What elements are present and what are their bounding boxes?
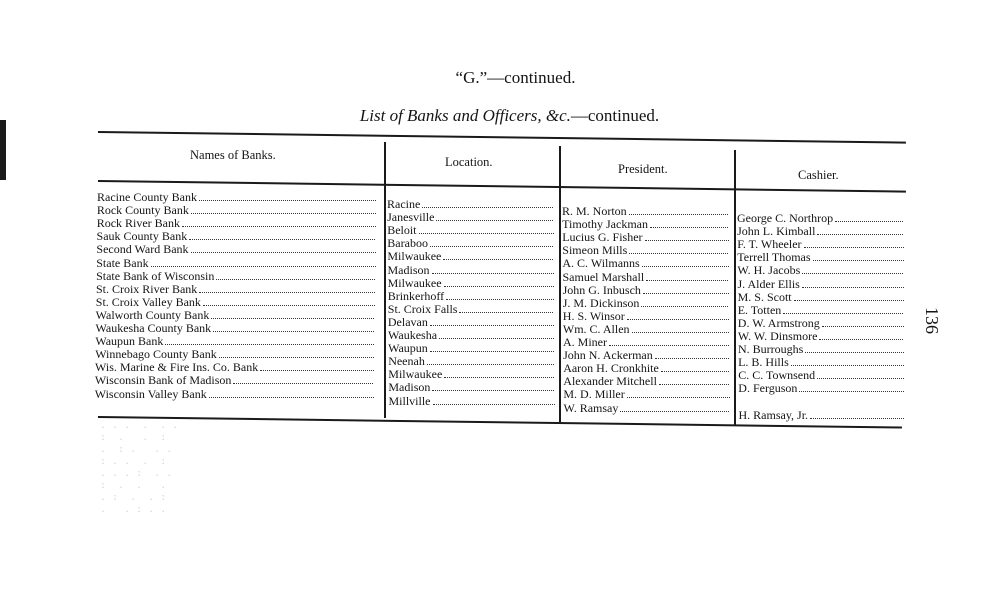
dot-leader [430,324,554,326]
president-cell-text: Aaron H. Cronkhite [563,361,659,376]
president-cell [562,218,732,231]
dot-leader [433,403,555,405]
dot-leader [819,338,903,340]
dot-leader [443,258,553,260]
president-cell [563,297,733,310]
dot-leader [791,364,904,366]
location-cell [388,303,558,316]
dot-leader [436,219,553,221]
dot-leader [151,265,376,267]
bank-name-cell-text: St. Croix Valley Bank [95,294,201,309]
cashier-cell-text: H. Ramsay, Jr. [738,407,809,422]
cashier-cell [738,291,908,304]
cashier-cell [738,330,908,343]
dot-leader [199,291,375,293]
location-cell [389,395,559,408]
dot-leader [432,389,554,391]
president-cell [562,231,732,244]
page-edge-mark [0,120,6,180]
dot-leader [802,272,903,274]
table-title-suffix: —continued. [570,106,660,125]
president-cell-text: A. Miner [563,335,607,349]
president-cell [562,205,732,218]
location-cell [387,198,557,211]
dot-leader [645,239,729,241]
cashier-cell-text: J. Alder Ellis [737,276,800,291]
cashier-cell-text: F. T. Wheeler [737,237,802,252]
cashier-cell [737,251,907,264]
column-header-cashier: Cashier. [798,168,839,182]
dot-leader [260,369,374,371]
dot-leader [189,238,375,240]
dot-leader [459,311,553,313]
dot-leader [627,318,729,320]
president-cell-text: John N. Ackerman [563,348,653,363]
dot-leader [835,220,903,222]
cashier-cell-text: W. H. Jacobs [737,263,801,278]
dot-leader [646,279,728,281]
location-cell-text: Waupun [388,341,428,356]
location-cell [388,381,558,394]
location-cell-text: Madison [387,262,430,277]
bank-name-cell-text: Wisconsin Bank of Madison [94,373,232,388]
cashier-cell [738,278,908,291]
location-cell-text: Waukesha [388,328,438,342]
cashier-cell-text: W. W. Dinsmore [737,328,818,343]
location-cell [388,277,558,290]
location-cell [388,342,558,355]
president-cell [564,402,734,415]
dot-leader [802,286,904,288]
president-cell [563,336,733,349]
bank-name-cell [96,296,379,309]
cashier-cell [738,382,908,395]
dot-leader [799,390,904,392]
bank-name-cell-text: Waukesha County Bank [95,321,212,335]
dot-leader [430,350,554,352]
bank-name-cell [96,243,379,256]
location-cell-text: Millville [388,393,431,408]
dot-leader [650,226,728,228]
bank-name-cell [96,270,379,283]
dot-leader [444,285,554,287]
president-cell-text: A. C. Wilmanns [562,256,640,271]
location-cell-text: Racine [387,197,421,211]
bank-name-cell [97,230,380,243]
bank-name-cell [95,374,378,387]
president-cell-text: R. M. Norton [562,204,627,218]
cashier-cell [738,317,908,330]
president-cell-text: John G. Inbusch [562,282,641,297]
president-cell [563,375,733,388]
cashier-cell [739,409,909,422]
column-divider-3 [734,150,736,426]
dot-leader [641,305,728,307]
bank-name-cell-text: Walworth County Bank [95,307,210,322]
president-cell [562,244,732,257]
location-cell-text: St. Croix Falls [387,301,458,316]
bank-name-cell [95,348,378,361]
location-cell [387,237,557,250]
location-cell-text: Beloit [387,223,417,238]
cashier-cell-text: L. B. Hills [738,355,789,370]
bleed-through-texture: . . . . . . : . . : . : . . . : . . . : . . . : . . : . . . . : . . : . . : . . [100,420,179,515]
location-cell [388,290,558,303]
bank-name-cell [96,257,379,270]
location-cell [387,224,557,237]
cashier-cell [737,264,907,277]
bank-name-cell-text: Winnebago County Bank [95,347,217,362]
dot-leader [219,356,374,358]
bank-name-cell [97,217,380,230]
cashier-cell-text: E. Totten [737,302,782,317]
dot-leader [430,245,553,247]
cashier-cell [738,343,908,356]
dot-leader [813,259,904,261]
dot-leader [165,343,374,345]
dot-leader [216,278,375,280]
president-cell [563,349,733,362]
cashier-cell [737,212,907,225]
bank-name-cell-text: State Bank of Wisconsin [96,268,215,283]
dot-leader [810,417,904,419]
cashier-cell-text: D. W. Armstrong [737,315,820,330]
bank-name-cell-text: Wis. Marine & Fire Ins. Co. Bank [95,360,259,375]
dot-leader [209,396,374,398]
president-cell [563,271,733,284]
president-cell [563,362,733,375]
location-cell [387,250,557,263]
dot-leader [627,396,730,398]
president-cell-text: H. S. Winsor [562,308,625,323]
dot-leader [211,317,374,319]
cashier-cell [738,356,908,369]
president-cell-text: Lucius G. Fisher [562,230,643,245]
bank-name-cell-text: St. Croix River Bank [95,281,198,296]
dot-leader [632,331,729,333]
cashier-cell-text: Terrell Thomas [737,250,811,265]
dot-leader [794,299,904,301]
location-cell-text: Milwaukee [387,275,442,290]
table-top-rule [98,131,906,144]
dot-leader [432,272,554,274]
dot-leader [199,199,376,201]
dot-leader [655,357,729,359]
bank-name-cell [96,322,379,335]
dot-leader [822,325,904,327]
location-cell [388,316,558,329]
dot-leader [446,298,554,300]
location-cell-text: Neenah [388,354,425,369]
page-number: 136 [922,307,942,334]
dot-leader [191,251,376,253]
location-cell [388,329,558,342]
table-title [12,106,995,126]
president-cell-text: J. M. Dickinson [562,295,640,310]
dot-leader [629,252,728,254]
bank-name-cell-text: Racine County Bank [97,190,197,204]
dot-leader [233,382,373,384]
dot-leader [422,206,553,208]
cashier-cell-text: D. Ferguson [738,381,798,396]
location-cell [388,355,558,368]
bank-name-cell-text: State Bank [96,255,149,270]
dot-leader [783,312,903,314]
bank-name-cell-text: Waupun Bank [95,334,164,349]
president-cell [563,323,733,336]
location-cell [388,264,558,277]
dot-leader [804,246,904,248]
cashier-cell [738,304,908,317]
bank-name-cell [95,388,378,401]
column-header-location: Location. [445,155,493,169]
president-cell [563,388,733,401]
bank-name-cell [95,361,378,374]
dot-leader [439,337,554,339]
bank-name-cell [96,309,379,322]
cashier-cell [738,369,908,382]
cashier-cell-text: M. S. Scott [737,289,792,304]
bank-name-cell [97,204,380,217]
location-cell-text: Janesville [387,210,435,225]
bank-name-cell-text: Sauk County Bank [96,229,188,244]
president-cell [563,284,733,297]
dot-leader [642,265,729,267]
dot-leader [643,292,729,294]
cashier-cell [737,225,907,238]
bank-name-cell [95,335,378,348]
president-cell-text: Wm. C. Allen [562,321,630,336]
cashier-cell-text: George C. Northrop [737,211,834,225]
dot-leader [817,377,904,379]
president-cell-text: Timothy Jackman [562,217,648,232]
cashier-cell-text: John L. Kimball [737,224,816,239]
president-cell-text: W. Ramsay [563,400,619,415]
section-heading: “G.”—continued. [455,68,576,87]
cashier-cell-text: N. Burroughs [738,342,804,356]
bank-name-cell [96,283,379,296]
president-cell-text: Simeon Mills [562,243,628,258]
bank-name-cell-text: Rock River Bank [96,216,181,231]
location-cell-text: Madison [388,380,431,395]
president-cell-text: M. D. Miller [563,387,625,402]
location-cell-text: Milwaukee [387,249,442,264]
cashier-cell-text: C. C. Townsend [738,368,816,383]
bank-name-cell [97,191,380,204]
dot-leader [444,376,554,378]
president-cell [562,257,732,270]
dot-leader [609,344,729,346]
dot-leader [213,330,374,332]
column-header-president: President. [618,162,668,176]
bank-name-cell-text: Second Ward Bank [96,242,189,257]
dot-leader [620,410,729,412]
president-cell [563,310,733,323]
column-divider-1 [384,142,386,418]
dot-leader [427,363,554,365]
dot-leader [191,212,376,214]
dot-leader [629,213,728,215]
table-title-italic: List of Banks and Officers, &c. [359,106,571,125]
dot-leader [419,232,554,234]
dot-leader [203,304,375,306]
location-cell-text: Delavan [387,314,428,329]
dot-leader [182,225,376,227]
bank-name-cell-text: Wisconsin Valley Bank [94,386,207,401]
dot-leader [661,370,729,372]
dot-leader [817,233,903,235]
location-cell-text: Milwaukee [388,367,443,382]
president-cell-text: Samuel Marshall [562,269,645,284]
dot-leader [659,383,729,385]
president-cell-text: Alexander Mitchell [563,374,657,389]
location-cell-text: Baraboo [387,236,428,251]
column-header-names: Names of Banks. [190,148,276,162]
location-cell [388,368,558,381]
location-cell-text: Brinkerhoff [387,288,445,303]
location-cell [387,211,557,224]
bank-name-cell-text: Rock County Bank [96,203,189,218]
column-divider-2 [559,146,561,422]
dot-leader [805,351,904,353]
cashier-cell [737,238,907,251]
